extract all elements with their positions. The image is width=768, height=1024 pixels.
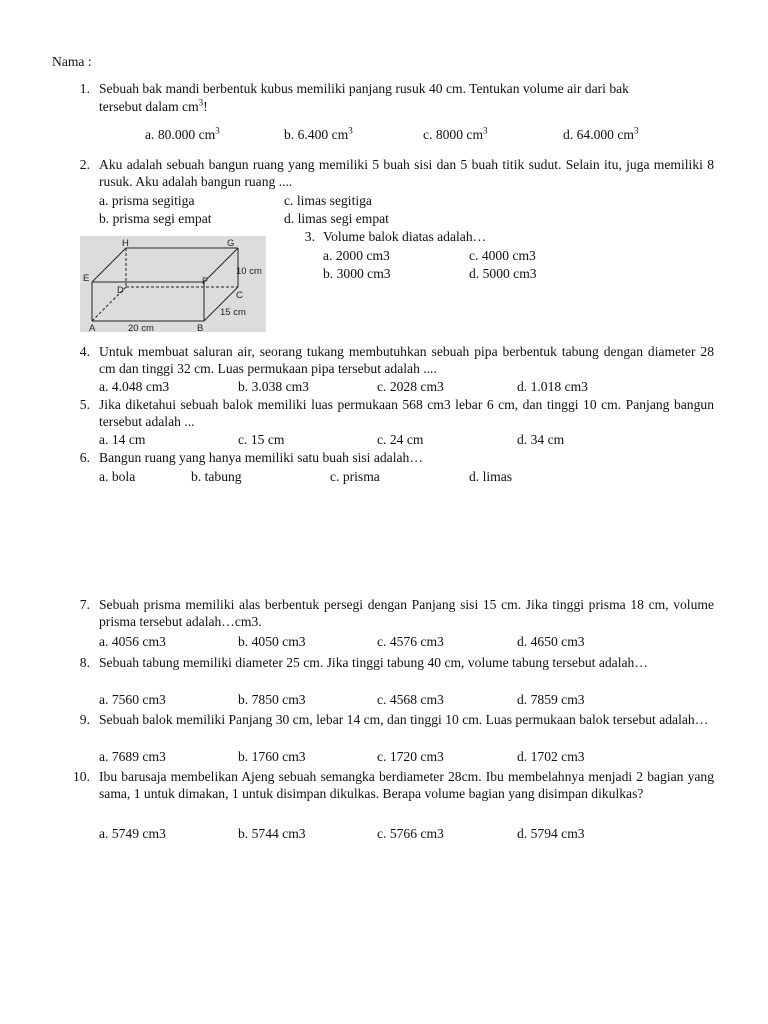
answer-option[interactable]: c. 2028 cm3: [377, 379, 444, 394]
question-number: 1.: [79, 81, 90, 96]
question-text: Bangun ruang yang hanya memiliki satu buah sisi adalah…: [99, 450, 423, 465]
answer-option[interactable]: a. 4056 cm3: [99, 634, 166, 649]
answer-option[interactable]: c. limas segitiga: [284, 193, 372, 208]
question-number: 8.: [79, 655, 90, 670]
answer-option[interactable]: b. tabung: [191, 469, 242, 484]
answer-option[interactable]: a. 7689 cm3: [99, 749, 166, 764]
answer-option[interactable]: c. 4576 cm3: [377, 634, 444, 649]
answer-option[interactable]: d. 7859 cm3: [517, 692, 585, 707]
vertex-label: D: [117, 285, 124, 296]
answer-option[interactable]: b. 3000 cm3: [323, 266, 391, 281]
answer-option[interactable]: c. 8000 $cm^3$: [423, 125, 488, 142]
answer-option[interactable]: c. prisma: [330, 469, 380, 484]
answer-option[interactable]: b. 4050 cm3: [238, 634, 306, 649]
cuboid-diagram: [80, 236, 266, 332]
question-text: Sebuah tabung memiliki diameter 25 cm. Jika tinggi tabung 40 cm, volume tabung tersebut adalah…: [99, 655, 648, 670]
answer-option[interactable]: a. 14 cm: [99, 432, 146, 447]
question-number: 9.: [79, 712, 90, 727]
answer-option[interactable]: c. 15 cm: [238, 432, 285, 447]
answer-option[interactable]: a. prisma segitiga: [99, 193, 195, 208]
answer-option[interactable]: d. limas: [469, 469, 513, 484]
question-number: 7.: [79, 597, 90, 612]
answer-option[interactable]: d. 64.000 $cm^3$: [563, 125, 639, 142]
answer-option[interactable]: b. 1760 cm3: [238, 749, 306, 764]
question-number: 10.: [73, 769, 90, 784]
answer-option[interactable]: a. 5749 cm3: [99, 826, 166, 841]
dimension-label: 15 cm: [220, 307, 246, 318]
question-number: 3.: [304, 229, 315, 244]
vertex-label: E: [83, 273, 90, 284]
answer-option[interactable]: c. 5766 cm3: [377, 826, 444, 841]
answer-option[interactable]: c. 4568 cm3: [377, 692, 444, 707]
answer-option[interactable]: a. 4.048 cm3: [99, 379, 170, 394]
answer-option[interactable]: b. 3.038 cm3: [238, 379, 309, 394]
vertex-label: F: [202, 276, 208, 287]
answer-option[interactable]: b. 7850 cm3: [238, 692, 306, 707]
dimension-label: 10 cm: [236, 266, 262, 277]
answer-option[interactable]: b. 5744 cm3: [238, 826, 306, 841]
question-number: 2.: [79, 157, 90, 172]
vertex-label: H: [122, 238, 129, 249]
question-text: Ibu barusaja membelikan Ajeng sebuah semangka berdiameter 28cm. Ibu membelahnya menjadi 2 bagian yang sama, 1 untuk dimakan, 1 untuk disimpan dikulkas. Berapa volume bagian yang disimpan dikulkas?: [99, 769, 714, 801]
answer-option[interactable]: d. 34 cm: [517, 432, 565, 447]
question-text: Sebuah prisma memiliki alas berbentuk persegi dengan Panjang sisi 15 cm. Jika tinggi prisma 18 cm, volume prisma tersebut adalah…cm3.: [99, 597, 714, 629]
vertex-label: G: [227, 238, 235, 249]
vertex-label: C: [236, 290, 243, 301]
question-text: Aku adalah sebuah bangun ruang yang memiliki 5 buah sisi dan 5 buah titik sudut. Selain itu, juga memiliki 8 rusuk. Aku adalah bangun ruang ....: [99, 157, 714, 189]
question-text-line2: tersebut dalam $cm^3$!: [99, 97, 208, 114]
answer-option[interactable]: a. 80.000 $cm^3$: [145, 125, 220, 142]
question-number: 6.: [79, 450, 90, 465]
answer-option[interactable]: d. 1702 cm3: [517, 749, 585, 764]
answer-option[interactable]: d. 4650 cm3: [517, 634, 585, 649]
question-number: 4.: [79, 344, 90, 359]
answer-option[interactable]: c. 4000 cm3: [469, 248, 536, 263]
vertex-label: B: [197, 323, 204, 332]
question-text: Sebuah bak mandi berbentuk kubus memiliki panjang rusuk 40 cm. Tentukan volume air dari bak: [99, 81, 629, 96]
question-text: Sebuah balok memiliki Panjang 30 cm, lebar 14 cm, dan tinggi 10 cm. Luas permukaan balok tersebut adalah…: [99, 712, 709, 727]
question-text: Volume balok diatas adalah…: [323, 229, 487, 244]
question-text: Jika diketahui sebuah balok memiliki luas permukaan 568 cm3 lebar 6 cm, dan tinggi 10 cm. Panjang bangun tersebut adalah ...: [99, 397, 714, 429]
name-label: Nama :: [52, 54, 92, 69]
answer-option[interactable]: d. 5000 cm3: [469, 266, 537, 281]
answer-option[interactable]: c. 24 cm: [377, 432, 424, 447]
answer-option[interactable]: a. 2000 cm3: [323, 248, 390, 263]
dimension-label: 20 cm: [128, 323, 154, 332]
question-text: Untuk membuat saluran air, seorang tukang membutuhkan sebuah pipa berbentuk tabung dengan diameter 28 cm dan tinggi 32 cm. Luas permukaan pipa tersebut adalah ....: [99, 344, 714, 376]
vertex-label: A: [89, 323, 96, 332]
answer-option[interactable]: d. 1.018 cm3: [517, 379, 588, 394]
answer-option[interactable]: d. 5794 cm3: [517, 826, 585, 841]
answer-option[interactable]: c. 1720 cm3: [377, 749, 444, 764]
answer-option[interactable]: a. bola: [99, 469, 136, 484]
answer-option[interactable]: d. limas segi empat: [284, 211, 389, 226]
cuboid-figure: [80, 236, 266, 332]
answer-option[interactable]: a. 7560 cm3: [99, 692, 166, 707]
question-number: 5.: [79, 397, 90, 412]
answer-option[interactable]: b. prisma segi empat: [99, 211, 212, 226]
answer-option[interactable]: b. 6.400 $cm^3$: [284, 125, 353, 142]
